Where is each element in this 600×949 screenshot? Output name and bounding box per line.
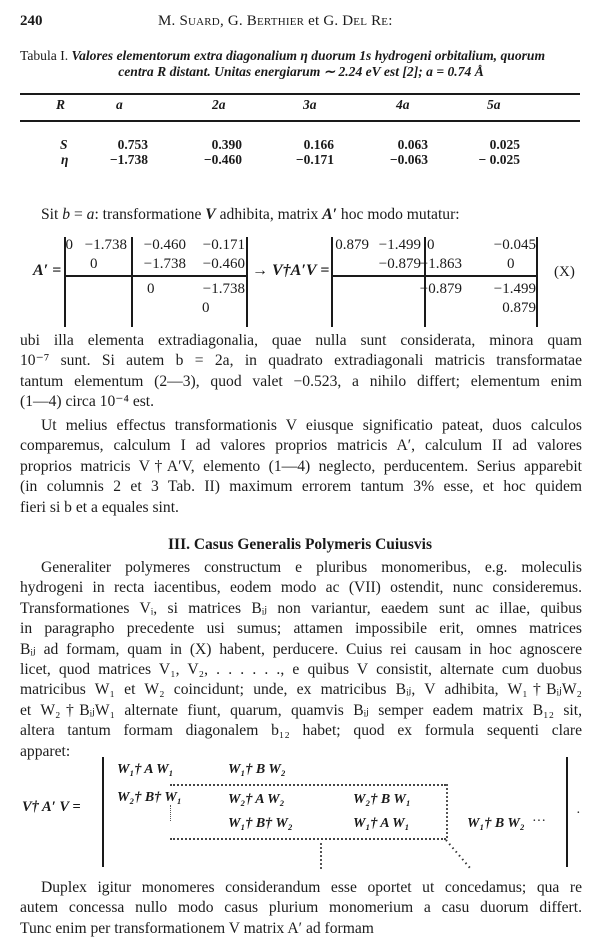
text-line: 10⁻⁷ sunt. Si autem b = 2a, in quadrato extradiagonali matricis transformatae <box>20 352 582 370</box>
text-line: ubi illa elementa extradiagonalia, quae nulla sunt considerata, minora quam <box>20 332 582 349</box>
matrix-a-right-bar <box>246 237 248 327</box>
trailing-dot: · <box>576 806 581 821</box>
table-cell: 0.390 <box>211 137 242 152</box>
matrix-b-right-bar <box>536 237 538 327</box>
text-line: proprios matricis V†A′V, elemento (1—4) neglecto, perducentem. Serius apparebit <box>20 457 582 475</box>
matrix-a-entry: 0 <box>90 256 98 272</box>
table-row-label-S: S <box>60 137 68 152</box>
text-line: fieri si b et a equales sint. <box>20 498 179 516</box>
eq-x-arrow: → V†A′V = <box>252 262 330 279</box>
text-line: tantum elementum (2—3), quod valet −0.523, a nihilo differt; elementum enim <box>20 372 582 390</box>
intro-text: Sit <box>41 206 63 223</box>
section-heading: III. Casus Generalis Polymeris Cuiusvis <box>168 536 432 553</box>
ellipsis: ··· <box>532 814 546 829</box>
matrix-a-entry: −1.738 <box>143 256 186 272</box>
matrix-b-entry: −1.499 <box>378 237 421 253</box>
authors-sep2: et G. <box>304 13 343 29</box>
intro-text: : transformatione <box>94 206 206 223</box>
author-suard: Suard <box>179 13 220 29</box>
block-cell: W₁† A W₁ <box>353 816 410 831</box>
matrix-a-hrule <box>65 275 246 277</box>
paragraph-4 <box>20 878 582 939</box>
matrix-a-entry: −0.460 <box>143 237 186 253</box>
matrix-b-entry: 0.879 <box>502 300 536 316</box>
running-header <box>158 13 393 30</box>
matrix-b-entry: 0 <box>427 237 435 253</box>
table-cell: −0.171 <box>295 152 334 167</box>
matrix-b-entry: 0.879 <box>335 237 369 253</box>
dotted-box-left <box>170 805 171 821</box>
matrix-a-entry: −0.460 <box>202 256 245 272</box>
table-cell: 0.063 <box>397 137 428 152</box>
authors-sep1: , G. <box>219 13 247 29</box>
var-b: b <box>62 206 71 223</box>
table-caption <box>20 48 582 80</box>
caption-line-1: Valores elementorum extra diagonalium η duorum 1s hydrogeni orbitalium, quorum <box>71 48 546 63</box>
matrix-b-entry: −1.499 <box>493 281 536 297</box>
intro-line <box>41 206 460 224</box>
matrix-b-hrule <box>332 275 536 277</box>
diagonal-dots <box>444 838 474 872</box>
matrix-b-entry: −1.863 <box>419 256 462 272</box>
text-line: matricibus W₁ et W₂ coincidunt; unde, ex matricibus Bᵢⱼ, V adhibita, W₁†BᵢⱼW₂ <box>20 681 582 699</box>
block-cell: W₂† B† W₁ <box>117 790 182 805</box>
matrix-a-entry: −1.738 <box>202 281 245 297</box>
matrix-b-entry: −0.879 <box>419 281 462 297</box>
table-header-R: R <box>56 97 66 112</box>
text-line: licet, quod matrices V₁, V₂, . . . . . ., e quibus V consistit, alternate cum duobus <box>20 660 582 678</box>
dotted-box-top <box>170 784 446 786</box>
text-line: altera tantum formam diagonalem b₁₂ habet; quod ex formula sequenti clare <box>20 722 582 740</box>
table-row-label-eta: η <box>61 152 69 167</box>
text-line: Generaliter polymeres constructum e pluribus monomeribus, e.g. moleculis <box>41 559 582 576</box>
text-line: Duplex igitur monomeres considerandum esse oportet ut concedamus; qua re <box>41 879 582 896</box>
table-cell: 0.753 <box>117 137 148 152</box>
dotted-box-bottom <box>170 838 446 840</box>
matrix-a-entry: 0 <box>147 281 155 297</box>
text-line: comparemus, calculum I ad valores proprios matricis A′, calculum II ad valores <box>20 437 582 455</box>
paragraph-1 <box>20 331 582 413</box>
var-a: a <box>86 206 95 223</box>
text-line: in paragrapho precedente usi sumus; attamen impossibile erit, omnes matrices <box>20 620 582 638</box>
authors-suffix: : <box>388 13 393 29</box>
intro-eq: = <box>70 206 87 223</box>
paragraph-3 <box>20 558 582 762</box>
table-cell: 0.025 <box>489 137 520 152</box>
matrix-b-entry: 0 <box>507 256 515 272</box>
var-V: V <box>205 206 216 223</box>
text-line: (in columnis 2 et 3 Tab. II) maximum errorem tantum 3% esse, et hoc quidem <box>20 478 582 496</box>
author-berthier: Berthier <box>246 13 305 29</box>
block-cell: W₁† B† W₂ <box>228 816 293 831</box>
matrix-b-entry: −0.879 <box>378 256 421 272</box>
matrix-b-entry: −0.045 <box>493 237 536 253</box>
text-line: (1—4) circa 10⁻⁴ est. <box>20 393 155 411</box>
caption-line-2: centra R distant. Unitas energiarum ∼ 2.24 eV est [2]; a = 0.74 Å <box>118 64 484 79</box>
text-line: hydrogeni in recta iacentibus, eodem modo ac (VII) ostendit, nunc consideremus. <box>20 579 582 597</box>
block-matrix-right-bar <box>566 757 568 867</box>
paragraph-2 <box>20 416 582 518</box>
table-header-3a: 3a <box>303 97 317 112</box>
intro-text: hoc modo mutatur: <box>337 206 460 223</box>
text-line: Bᵢⱼ ad formam, quam in (X) habent, perducere. Cuius rei causam in hoc agnoscere <box>20 640 582 658</box>
table-cell: − 0.025 <box>478 152 520 167</box>
page-number: 240 <box>20 13 43 29</box>
text-line: Tunc enim per transformationem V matrix A′ ad formam <box>20 919 374 937</box>
block-cell: W₂† A W₂ <box>228 792 285 807</box>
var-A-prime: A′ <box>322 206 338 223</box>
block-cell: W₂† B W₁ <box>353 792 411 807</box>
table-header-rule <box>20 120 580 122</box>
matrix-a-entry: −0.171 <box>202 237 245 253</box>
block-matrix-left-bar <box>102 757 104 867</box>
table-header-4a: 4a <box>396 97 410 112</box>
table-header-5a: 5a <box>487 97 501 112</box>
matrix-a-entry: 0 <box>202 300 210 316</box>
text-line: Ut melius effectus transformationis V eiusque significatio pateat, duos calculos <box>41 417 582 434</box>
matrix-a-entry: 0 <box>65 237 73 253</box>
table-cell: −0.460 <box>203 152 242 167</box>
matrix-a-entry: −1.738 <box>84 237 127 253</box>
table-top-rule <box>20 93 580 95</box>
authors-prefix: M. <box>158 13 180 29</box>
equation-label-x: (X) <box>554 264 575 280</box>
table-header-2a: 2a <box>212 97 226 112</box>
block-cell: W₁† B W₂ <box>467 816 525 831</box>
intro-text: adhibita, matrix <box>215 206 323 223</box>
text-line: autem concessa nullo modo casus plurium monomerium a casu duorum differt. <box>20 899 582 917</box>
caption-label: Tabula I. <box>20 48 69 63</box>
table-header-a: a <box>116 97 123 112</box>
text-line: et W₂†BᵢⱼW₁ alternate fiunt, quarum, quamvis Bᵢⱼ semper eadem matrix B₁₂ sit, <box>20 701 582 719</box>
table-cell: −1.738 <box>109 152 148 167</box>
eq-x-lhs: A′ = <box>33 262 62 279</box>
text-line: Transformationes Vᵢ, si matrices Bᵢⱼ non variantur, eaedem sunt ac illae, quibus <box>20 599 582 617</box>
author-del-re: Del Re <box>342 13 389 29</box>
vertical-dots <box>320 843 322 869</box>
table-cell: 0.166 <box>303 137 334 152</box>
dotted-box-right <box>446 784 448 838</box>
text-line: apparet: <box>20 742 71 760</box>
table-cell: −0.063 <box>389 152 428 167</box>
block-cell: W₁† B W₂ <box>228 762 286 777</box>
block-eq-lhs: V† A′ V = <box>22 799 81 815</box>
block-cell: W₁† A W₁ <box>117 762 174 777</box>
